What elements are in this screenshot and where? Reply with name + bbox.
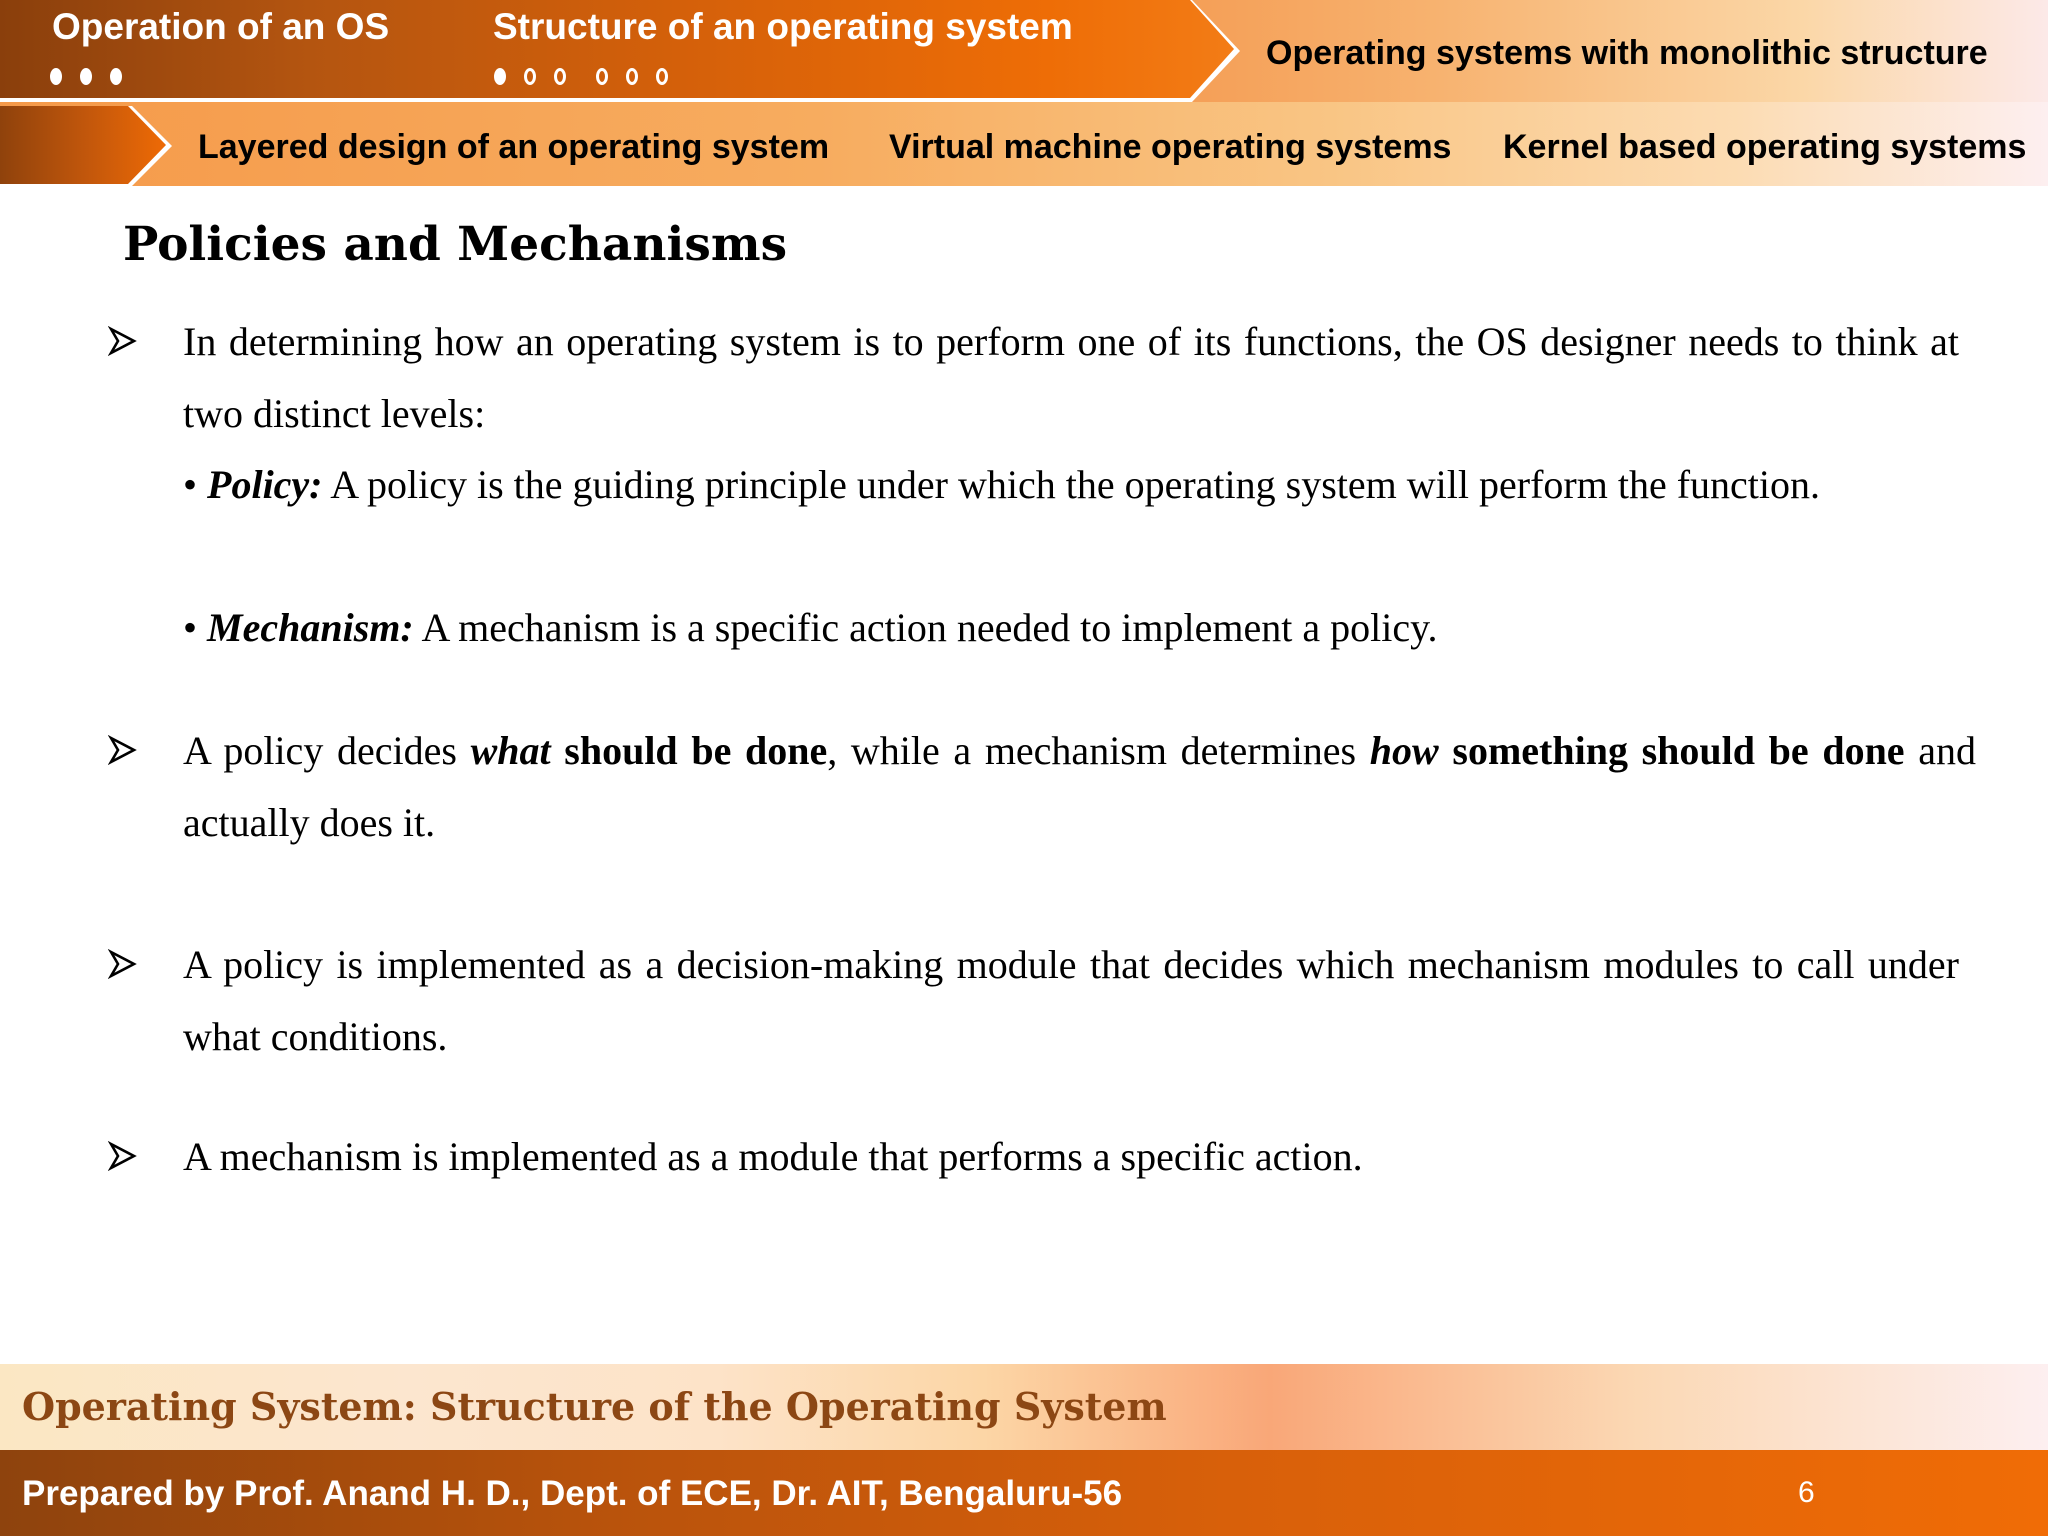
bullet-2-how: how xyxy=(1369,728,1439,773)
nav-structure-of-os[interactable]: Structure of an operating system xyxy=(493,6,1073,47)
page-number: 6 xyxy=(1798,1476,1815,1509)
bullet-2-should-be-done: should be done xyxy=(550,728,828,773)
bullet-2-text xyxy=(183,715,1976,858)
sub-bullet-marker: • xyxy=(183,462,198,507)
arrowhead-bullet-icon xyxy=(108,735,138,765)
nav-virtual-machine[interactable]: Virtual machine operating systems xyxy=(889,128,1452,166)
nav-monolithic-structure[interactable]: Operating systems with monolithic structure xyxy=(1266,34,1988,72)
progress-dot-hollow-icon xyxy=(656,68,668,85)
progress-dot-filled-icon xyxy=(80,68,92,85)
nav-operation-progress-dots xyxy=(50,68,122,85)
mechanism-definition: A mechanism is a specific action needed to implement a policy. xyxy=(413,605,1438,650)
policy-definition: A policy is the guiding principle under which the operating system will perform the function. xyxy=(322,462,1820,507)
bullet-2-part-1: A policy decides xyxy=(183,728,471,773)
bullet-2-something-should-be-done: something should be done xyxy=(1438,728,1905,773)
nav-kernel-based[interactable]: Kernel based operating systems xyxy=(1503,128,2027,166)
bullet-2-what: what xyxy=(470,728,551,773)
nav-operation-of-an-os[interactable]: Operation of an OS xyxy=(52,6,390,47)
sub-bullet-policy xyxy=(183,449,1959,521)
progress-dot-filled-icon xyxy=(50,68,62,85)
progress-dot-filled-icon xyxy=(494,68,506,85)
progress-dot-hollow-icon xyxy=(554,68,566,85)
bullet-2-part-3: and actually does it. xyxy=(183,728,1976,845)
bullet-4-text: A mechanism is implemented as a module that performs a specific action. xyxy=(183,1134,1363,1179)
progress-dot-filled-icon xyxy=(110,68,122,85)
bullet-1-text: In determining how an operating system is to perform one of its functions, the OS designer needs to think at two distinct levels: xyxy=(183,319,1959,436)
mechanism-term: Mechanism: xyxy=(207,605,414,650)
bullet-3-text: A policy is implemented as a decision-making module that decides which mechanism modules to call under what conditions. xyxy=(183,942,1959,1059)
slide-title: Policies and Mechanisms xyxy=(123,217,788,272)
arrowhead-bullet-icon xyxy=(108,949,138,979)
arrowhead-bullet-icon xyxy=(108,326,138,356)
footer-course-title: Operating System: Structure of the Operating System xyxy=(22,1384,1167,1429)
nav-structure-progress-dots xyxy=(494,68,668,85)
sub-bullet-marker: • xyxy=(183,605,198,650)
policy-term: Policy: xyxy=(207,462,323,507)
arrowhead-bullet-icon xyxy=(108,1141,138,1171)
footer-prepared-by: Prepared by Prof. Anand H. D., Dept. of ECE, Dr. AIT, Bengaluru-56 xyxy=(22,1474,1123,1513)
sub-bullet-mechanism xyxy=(183,592,1959,664)
progress-dot-hollow-icon xyxy=(524,68,536,85)
progress-dot-hollow-icon xyxy=(626,68,638,85)
progress-dot-hollow-icon xyxy=(596,68,608,85)
nav-layered-design[interactable]: Layered design of an operating system xyxy=(198,128,830,166)
bullet-2-part-2: , while a mechanism determines xyxy=(827,728,1370,773)
